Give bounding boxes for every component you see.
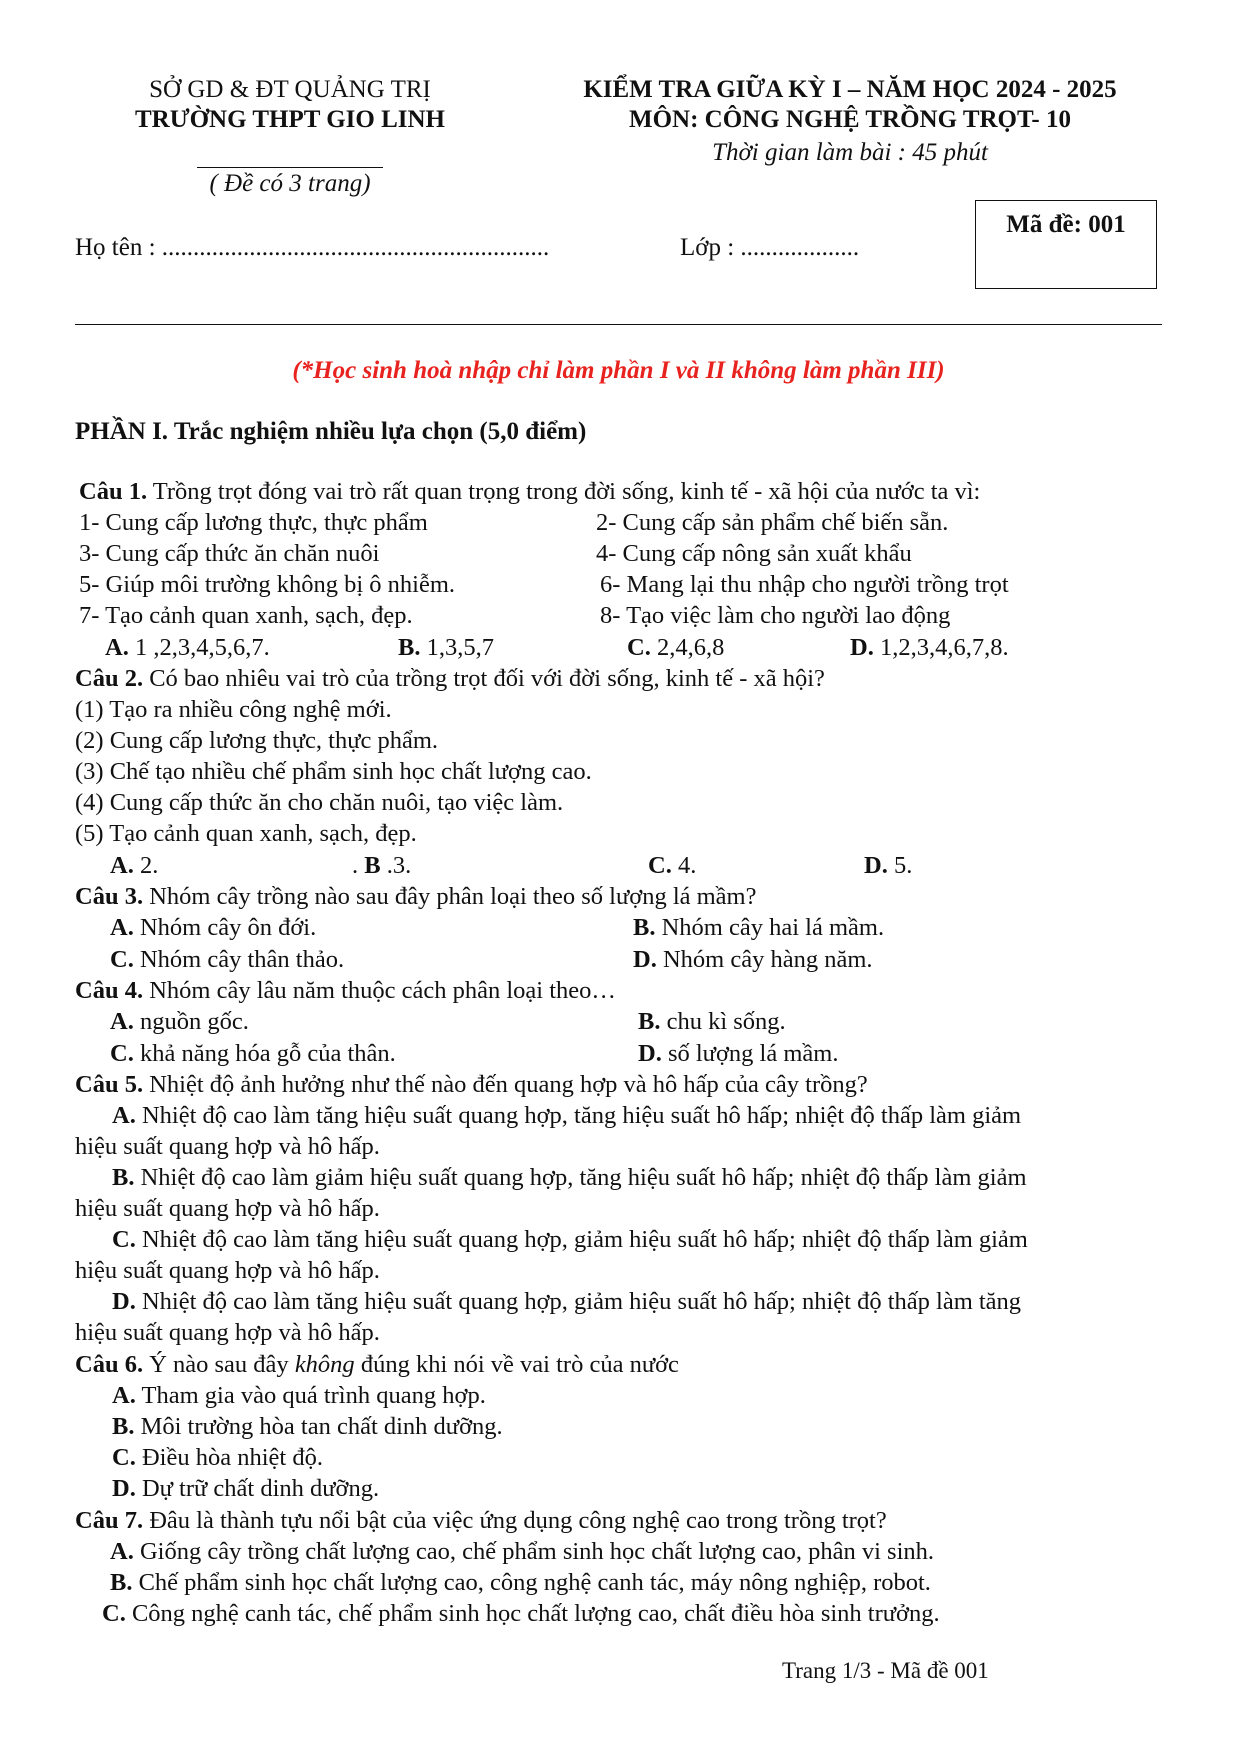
q2-item: (4) Cung cấp thức ăn cho chăn nuôi, tạo việc làm. [75,789,564,816]
q6-option-d[interactable]: D. Dự trữ chất dinh dưỡng. [112,1475,380,1502]
q7-option-b[interactable]: B. Chế phẩm sinh học chất lượng cao, công nghệ canh tác, máy nông nghiệp, robot. [110,1569,931,1596]
question-label: Câu 6. [75,1351,144,1378]
question-text: Nhóm cây trồng nào sau đây phân loại theo số lượng lá mầm? [143,883,757,910]
q1-item: 5- Giúp môi trường không bị ô nhiễm. [79,571,456,598]
question-text: Có bao nhiêu vai trò của trồng trọt đối với đời sống, kinh tế - xã hội? [143,665,825,692]
question-text: Đâu là thành tựu nổi bật của việc ứng dụng công nghệ cao trong trồng trọt? [143,1507,887,1534]
question-label: Câu 4. [75,977,144,1004]
q4-option-b[interactable]: B. chu kì sống. [638,1008,786,1035]
q2-option-b[interactable]: . B .3. [352,852,412,879]
q5-option-d-cont: hiệu suất quang hợp và hô hấp. [75,1319,380,1346]
q1-item: 2- Cung cấp sản phẩm chế biến sẵn. [596,509,949,536]
q3-option-b[interactable]: B. Nhóm cây hai lá mầm. [633,914,885,941]
question-label: Câu 3. [75,883,144,910]
page-footer: Trang 1/3 - Mã đề 001 [782,1658,989,1683]
class-field[interactable]: Lớp : ................... [680,234,860,261]
question-text: Nhóm cây lâu năm thuộc cách phân loại theo… [143,977,616,1004]
q6-option-b[interactable]: B. Môi trường hòa tan chất dinh dưỡng. [112,1413,503,1440]
exam-code: Mã đề: 001 [1006,211,1126,238]
q2-item: (5) Tạo cảnh quan xanh, sạch, đẹp. [75,820,417,847]
q2-item: (1) Tạo ra nhiều công nghệ mới. [75,696,392,723]
q6-option-a[interactable]: A. Tham gia vào quá trình quang hợp. [112,1382,486,1409]
question-1 [79,476,980,508]
question-text: Nhiệt độ ảnh hưởng như thế nào đến quang hợp và hô hấp của cây trồng? [143,1071,868,1098]
q2-option-c[interactable]: C. 4. [648,852,697,879]
inclusion-note: (*Học sinh hoà nhập chỉ làm phần I và II không làm phần III) [292,357,945,384]
question-7 [75,1505,887,1537]
q4-option-a[interactable]: A. nguồn gốc. [110,1008,249,1035]
section-title: PHẦN I. Trắc nghiệm nhiều lựa chọn (5,0 điểm) [75,418,587,445]
question-label: Câu 2. [75,665,144,692]
student-name-field[interactable]: Họ tên : .............................................................. [75,234,550,261]
q3-option-c[interactable]: C. Nhóm cây thân thảo. [110,946,345,973]
question-label: Câu 7. [75,1507,144,1534]
q1-option-d[interactable]: D. 1,2,3,4,6,7,8. [850,634,1009,661]
pages-note: ( Đề có 3 trang) [209,170,371,197]
q5-option-b[interactable]: B. Nhiệt độ cao làm giảm hiệu suất quang hợp, tăng hiệu suất hô hấp; nhiệt độ thấp làm giảm [112,1164,1027,1191]
question-label: Câu 5. [75,1071,144,1098]
q1-item: 1- Cung cấp lương thực, thực phẩm [79,509,428,536]
q6-option-c[interactable]: C. Điều hòa nhiệt độ. [112,1444,323,1471]
q5-option-a[interactable]: A. Nhiệt độ cao làm tăng hiệu suất quang hợp, tăng hiệu suất hô hấp; nhiệt độ thấp làm giảm [112,1102,1022,1129]
q4-option-c[interactable]: C. khả năng hóa gỗ của thân. [110,1040,396,1067]
q5-option-d[interactable]: D. Nhiệt độ cao làm tăng hiệu suất quang hợp, giảm hiệu suất hô hấp; nhiệt độ thấp làm tăng [112,1288,1022,1315]
q5-option-b-cont: hiệu suất quang hợp và hô hấp. [75,1195,380,1222]
q5-option-a-cont: hiệu suất quang hợp và hô hấp. [75,1133,380,1160]
header-divider [75,324,1162,325]
emphasis-word: không [294,1351,355,1378]
q7-option-a[interactable]: A. Giống cây trồng chất lượng cao, chế phẩm sinh học chất lượng cao, phân vi sinh. [110,1538,935,1565]
question-4 [75,975,616,1007]
q3-option-d[interactable]: D. Nhóm cây hàng năm. [633,946,873,973]
exam-code-box [975,200,1157,289]
q1-item: 7- Tạo cảnh quan xanh, sạch, đẹp. [79,602,413,629]
q1-option-a[interactable]: A. 1 ,2,3,4,5,6,7. [105,634,270,661]
q4-option-d[interactable]: D. số lượng lá mầm. [638,1040,839,1067]
q2-item: (3) Chế tạo nhiều chế phẩm sinh học chất lượng cao. [75,758,592,785]
question-label: Câu 1. [79,478,148,505]
question-5 [75,1069,868,1101]
q1-option-b[interactable]: B. 1,3,5,7 [398,634,494,661]
question-3 [75,881,757,913]
question-6: Câu 6. Ý nào sau đây không đúng khi nói về vai trò của nước [75,1351,679,1378]
q1-item: 8- Tạo việc làm cho người lao động [600,602,951,629]
question-text: Trồng trọt đóng vai trò rất quan trọng trong đời sống, kinh tế - xã hội của nước ta vì: [147,478,981,505]
q1-item: 4- Cung cấp nông sản xuất khẩu [596,540,912,567]
department-name: SỞ GD & ĐT QUẢNG TRỊ [149,76,431,103]
q2-item: (2) Cung cấp lương thực, thực phẩm. [75,727,439,754]
q1-item: 6- Mang lại thu nhập cho người trồng trọt [600,571,1009,598]
q1-option-c[interactable]: C. 2,4,6,8 [627,634,725,661]
q2-option-a[interactable]: A. 2. [110,852,159,879]
q2-option-d[interactable]: D. 5. [864,852,913,879]
exam-duration: Thời gian làm bài : 45 phút [712,139,988,166]
q1-item: 3- Cung cấp thức ăn chăn nuôi [79,540,380,567]
q3-option-a[interactable]: A. Nhóm cây ôn đới. [110,914,317,941]
q5-option-c[interactable]: C. Nhiệt độ cao làm tăng hiệu suất quang hợp, giảm hiệu suất hô hấp; nhiệt độ thấp làm giảm [112,1226,1028,1253]
subject-title: MÔN: CÔNG NGHỆ TRỒNG TRỌT- 10 [629,106,1071,133]
q5-option-c-cont: hiệu suất quang hợp và hô hấp. [75,1257,380,1284]
school-name: TRƯỜNG THPT GIO LINH [134,106,445,133]
question-2 [75,663,825,695]
header-underline [197,167,383,168]
exam-title: KIỂM TRA GIỮA KỲ I – NĂM HỌC 2024 - 2025 [583,76,1117,103]
q7-option-c[interactable]: C. Công nghệ canh tác, chế phẩm sinh học chất lượng cao, chất điều hòa sinh trưởng. [102,1600,940,1627]
